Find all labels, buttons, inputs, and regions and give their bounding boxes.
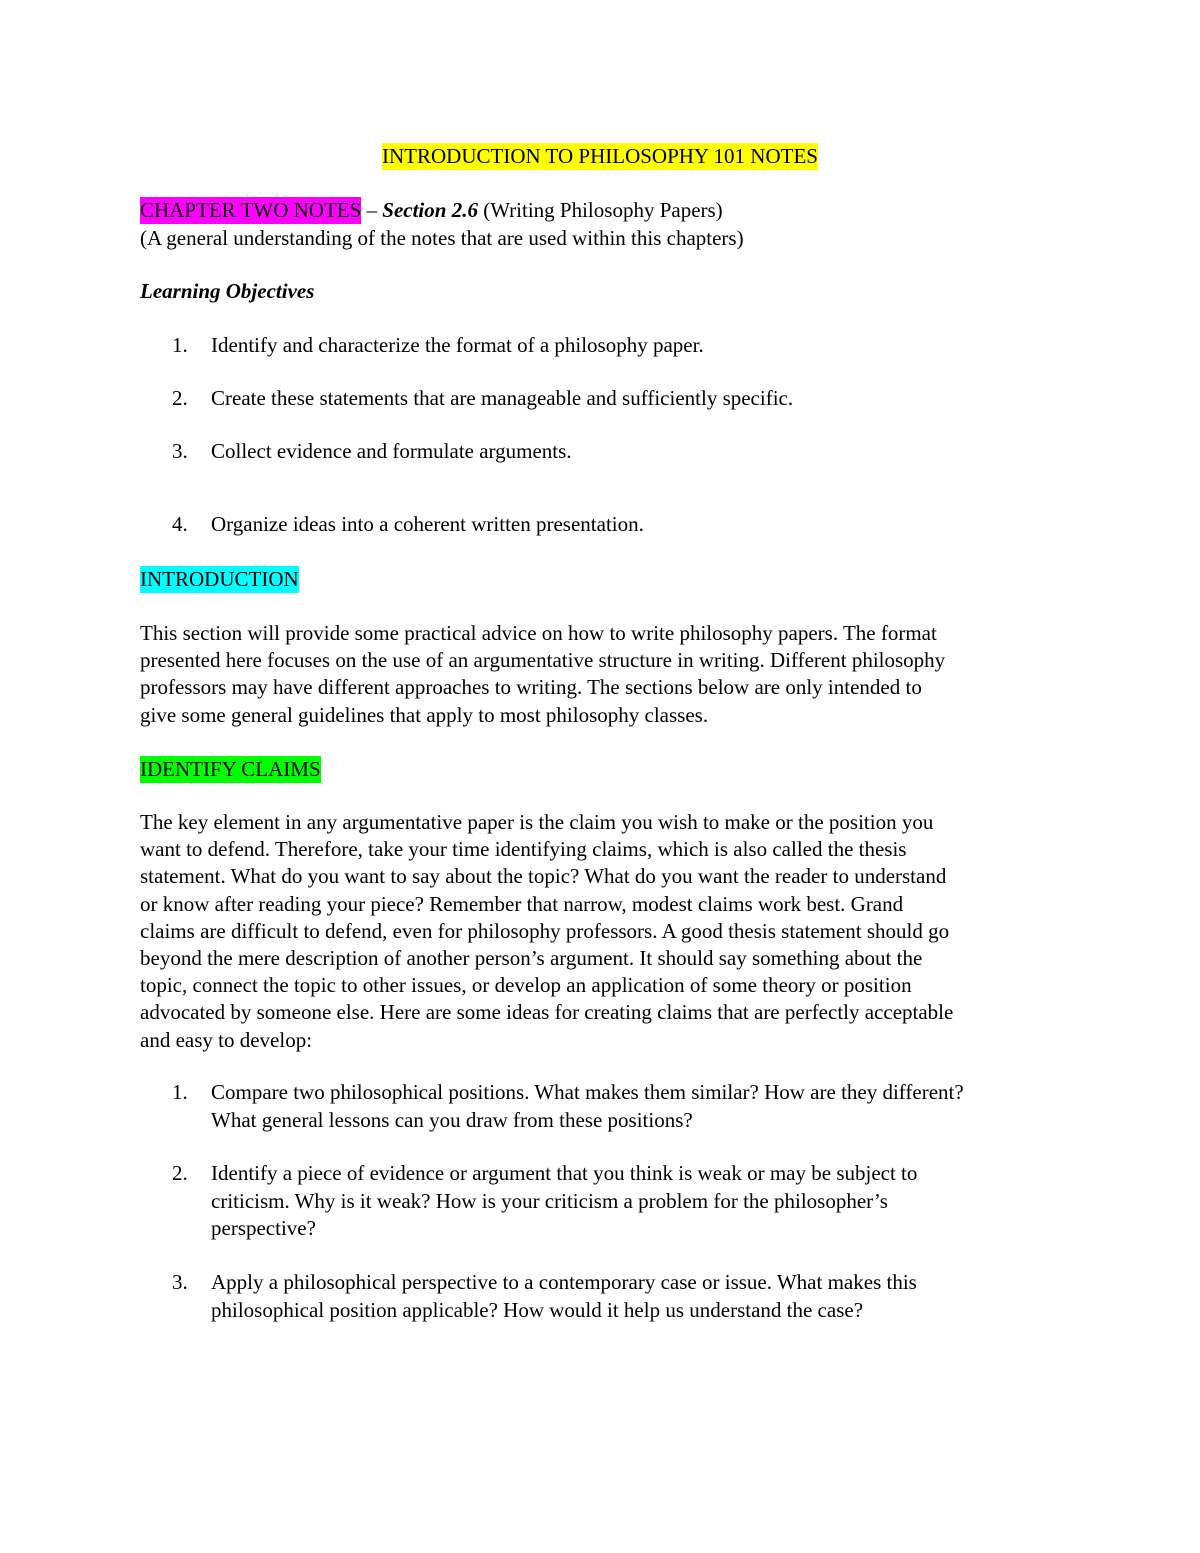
list-number: 2.	[172, 386, 188, 410]
list-text: Create these statements that are manageable and sufficiently specific.	[211, 386, 794, 410]
list-number: 3.	[172, 439, 188, 463]
list-number: 1.	[172, 333, 188, 357]
list-line: philosophical position applicable? How would it help us understand the case?	[211, 1297, 864, 1322]
list-number: 2.	[172, 1161, 188, 1185]
chapter-subtitle: (A general understanding of the notes that are used within this chapters)	[140, 226, 744, 250]
introduction-heading-row	[140, 565, 299, 593]
claim-idea-item	[172, 1160, 917, 1243]
paragraph-line: topic, connect the topic to other issues, or develop an application of some theory or position	[140, 973, 912, 998]
list-text: Identify and characterize the format of a philosophy paper.	[211, 333, 704, 357]
identify-claims-heading: IDENTIFY CLAIMS	[140, 757, 321, 781]
list-line: criticism. Why is it weak? How is your criticism a problem for the philosopher’s	[211, 1188, 888, 1213]
list-number: 1.	[172, 1080, 188, 1104]
paragraph-line: claims are difficult to defend, even for philosophy professors. A good thesis statement should go	[140, 918, 950, 943]
paragraph-line: or know after reading your piece? Remember that narrow, modest claims work best. Grand	[140, 891, 904, 916]
identify-claims-heading-row	[140, 755, 321, 783]
list-line: What general lessons can you draw from these positions?	[211, 1107, 693, 1132]
identify-claims-paragraph	[140, 809, 1070, 1054]
list-text	[211, 1079, 964, 1134]
list-line: perspective?	[211, 1216, 316, 1240]
document-title: INTRODUCTION TO PHILOSOPHY 101 NOTES	[382, 144, 818, 168]
paragraph-line: The key element in any argumentative paper is the claim you wish to make or the position you	[140, 810, 934, 834]
learning-objectives-heading: Learning Objectives	[140, 279, 315, 303]
list-text: Collect evidence and formulate arguments.	[211, 439, 572, 463]
document-title-row	[0, 142, 1200, 170]
list-text	[211, 1269, 917, 1324]
objective-item	[172, 332, 704, 360]
paragraph-line: presented here focuses on the use of an argumentative structure in writing. Different philosophy	[140, 648, 946, 673]
chapter-label: CHAPTER TWO NOTES	[140, 198, 362, 222]
claim-idea-item	[172, 1079, 964, 1134]
list-line: Identify a piece of evidence or argument that you think is weak or may be subject to	[211, 1161, 918, 1185]
list-number: 3.	[172, 1270, 188, 1294]
paragraph-line: and easy to develop:	[140, 1027, 313, 1052]
objective-item	[172, 511, 644, 539]
claim-idea-item	[172, 1269, 917, 1324]
paragraph-line: statement. What do you want to say about the topic? What do you want the reader to understand	[140, 864, 947, 889]
list-line: Apply a philosophical perspective to a contemporary case or issue. What makes this	[211, 1270, 917, 1294]
list-text: Organize ideas into a coherent written presentation.	[211, 512, 644, 536]
introduction-paragraph	[140, 620, 1070, 729]
objective-item	[172, 385, 793, 413]
chapter-section-title: (Writing Philosophy Papers)	[477, 198, 723, 222]
chapter-dash: –	[361, 198, 383, 222]
paragraph-line: advocated by someone else. Here are some ideas for creating claims that are perfectly acceptable	[140, 1000, 954, 1025]
chapter-line	[140, 196, 723, 224]
list-line: Compare two philosophical positions. What makes them similar? How are they different?	[211, 1080, 964, 1104]
paragraph-line: This section will provide some practical advice on how to write philosophy papers. The format	[140, 621, 937, 645]
paragraph-line: beyond the mere description of another person’s argument. It should say something about the	[140, 946, 923, 971]
paragraph-line: give some general guidelines that apply to most philosophy classes.	[140, 702, 709, 727]
objective-item	[172, 438, 572, 466]
chapter-section: Section 2.6	[382, 198, 478, 222]
list-number: 4.	[172, 512, 188, 536]
list-text	[211, 1160, 917, 1243]
paragraph-line: professors may have different approaches to writing. The sections below are only intended to	[140, 675, 922, 700]
introduction-heading: INTRODUCTION	[140, 567, 299, 591]
paragraph-line: want to defend. Therefore, take your time identifying claims, which is also called the thesis	[140, 837, 907, 862]
